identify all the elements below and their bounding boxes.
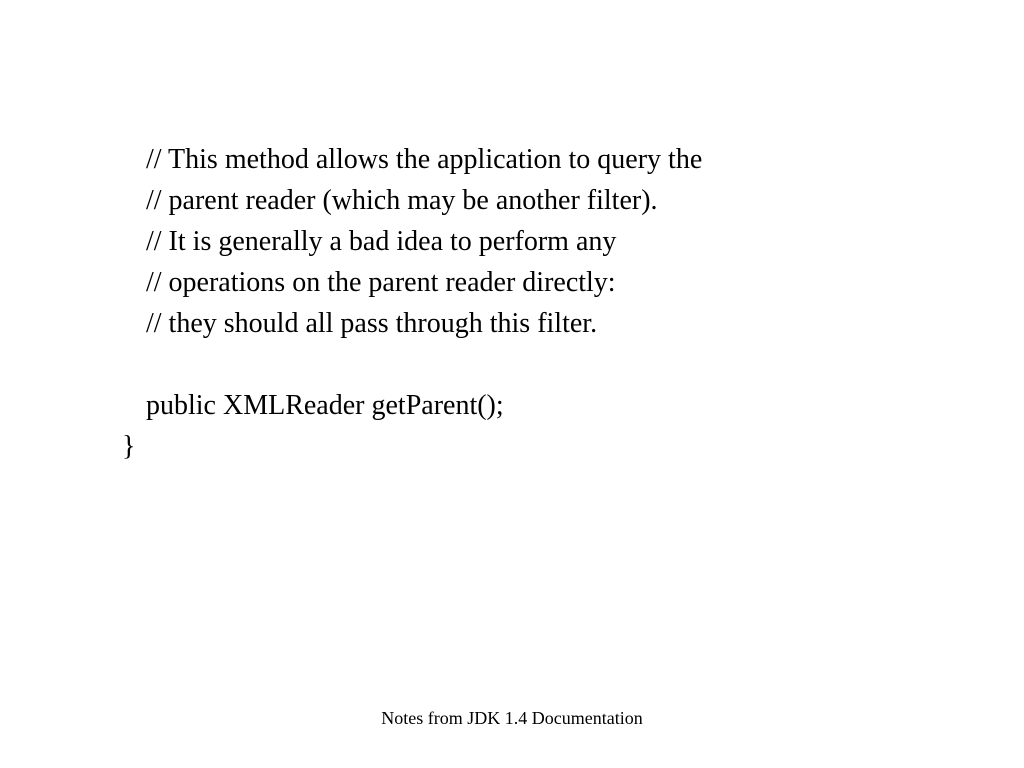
slide-footer: Notes from JDK 1.4 Documentation [381,708,643,728]
comment-line-3: // It is generally a bad idea to perform any [146,226,617,257]
comment-line-5: // they should all pass through this filter. [146,308,598,339]
closing-brace: } [122,431,136,462]
comment-line-1: // This method allows the application to query the [146,144,703,175]
method-signature: public XMLReader getParent(); [146,390,504,421]
comment-line-4: // operations on the parent reader directly: [146,267,616,298]
comment-line-2: // parent reader (which may be another filter). [146,185,658,216]
